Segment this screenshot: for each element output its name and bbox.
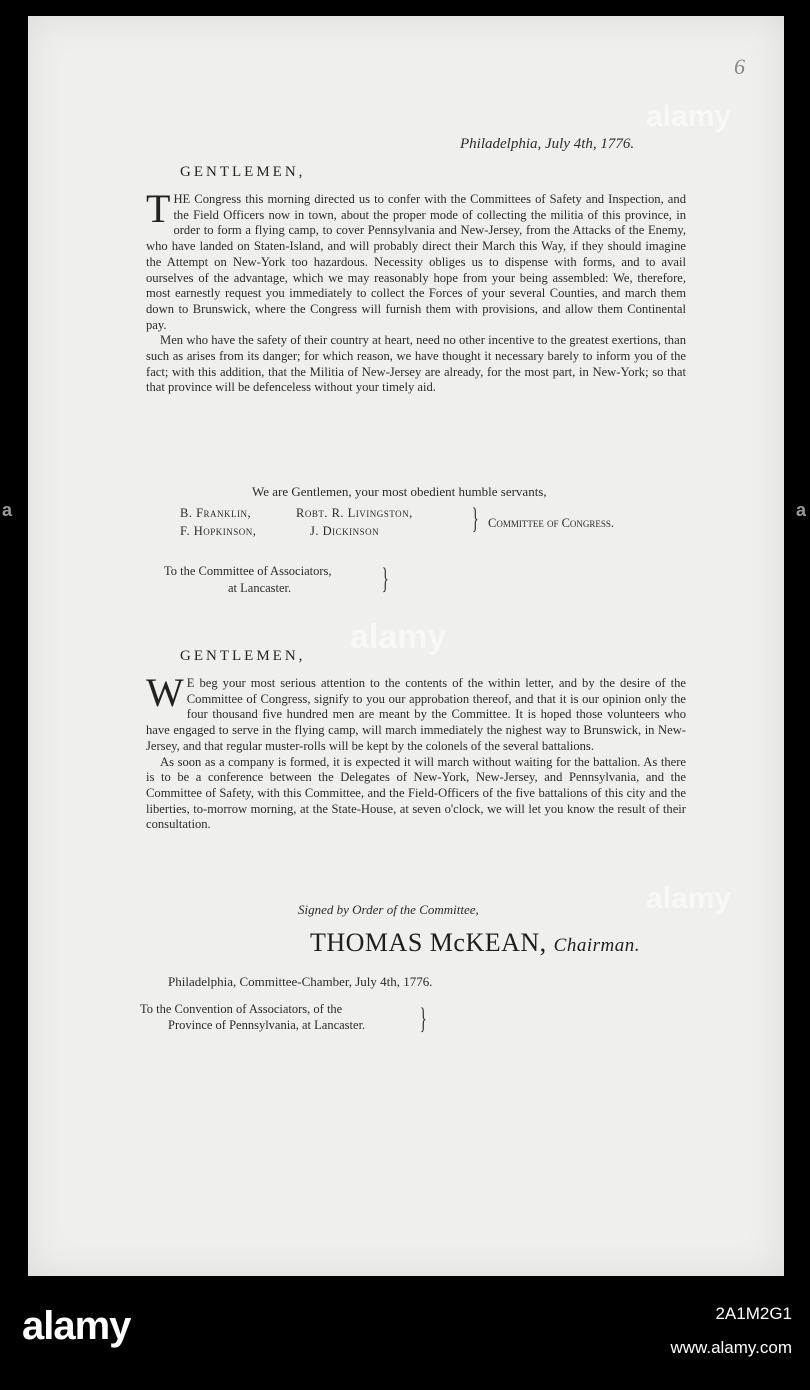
signatory-hopkinson: F. Hopkinson, [180, 524, 257, 538]
edge-watermark-left: a [2, 500, 13, 520]
watermark-bottom-right: alamy [646, 882, 732, 915]
signatory-livingston: Robt. R. Livingston, [296, 506, 413, 520]
alamy-logo[interactable]: alamy [22, 1304, 131, 1348]
signed-by-order: Signed by Order of the Committee, [298, 902, 479, 917]
brace-icon: } [471, 502, 479, 535]
image-id: 2A1M2G1 [715, 1304, 792, 1323]
brace-icon: } [381, 562, 389, 595]
footer-bar [0, 1282, 810, 1390]
letter2-addressee-line2: Province of Pennsylvania, at Lancaster. [168, 1018, 366, 1032]
letter1-addressee-line2: at Lancaster. [228, 581, 292, 595]
letter1-paragraph-1: HE Congress this morning directed us to confer with the Committees of Safety and Inspection, and the Field Officers now in town, about the proper mode of collecting the militia of this province, in order to form a flying camp, to cover Pennsylvania and New-Jersey, from the Attacks of the Enemy, who have landed on Staten-Island, and will probably direct their March this Way, if they should imagine the Attempt on New-York too hazardous. Necessity obliges us to dispense with forms, and to avail ourselves of the advantage, which we may reasonably hope from your being assembled: We, therefore, most earnestly request you immediately to collect the Forces of your several Counties, and march them down to Brunswick, where the Congress will furnish them with provisions, and allow them Continental pay. [146, 192, 686, 332]
letter2-paragraph-2: As soon as a company is formed, it is expected it will march without waiting for the battalion. As there is to be a conference between the Delegates of New-York, New-Jersey, and Pennsylvania, and the Committee of Safety, with this Committee, and the Field-Officers of the five battalions of this city and the liberties, to-morrow morning, at the State-House, at seven o'clock, we will let you know the result of their consultation. [146, 754, 686, 832]
letter2-dropcap: W [146, 670, 184, 715]
letter2-body [146, 670, 686, 833]
letter1-paragraph-2: Men who have the safety of their country at heart, need no other incentive to the greatest exertions, than such as arises from its danger; for which reason, we have thought it necessary barely to inform you of the fact; with this addition, that the Militia of New-Jersey are already, for the most part, in New-York; so that that province will be defenceless without your timely aid. [146, 333, 686, 395]
letter1-closing: We are Gentlemen, your most obedient humble servants, [252, 484, 547, 499]
letter1-salutation: GENTLEMEN, [180, 164, 306, 180]
place-date: Philadelphia, Committee-Chamber, July 4th, 1776. [168, 974, 433, 989]
letter2-addressee-line1: To the Convention of Associators, of the [140, 1002, 343, 1016]
letter2-paragraph-1: E beg your most serious attention to the contents of the within letter, and by the desire of the Committee of Congress, signify to you our approbation thereof, and that it is our opinion only the four thousand five hundred men are meant by the Committee. It is hoped those volunteers who have engaged to serve in the flying camp, will march immediately the nighest way to Brunswick, in New-Jersey, and that regular muster-rolls will be kept by the colonels of the several battalions. [146, 676, 686, 753]
watermark-center: alamy [350, 618, 447, 656]
site-url[interactable]: www.alamy.com [670, 1338, 792, 1357]
signatory-dickinson: J. Dickinson [310, 524, 380, 538]
brace-icon: } [419, 1002, 427, 1035]
letter1-addressee-line1: To the Committee of Associators, [164, 564, 332, 578]
dateline: Philadelphia, July 4th, 1776. [460, 136, 635, 152]
letter1-body [146, 186, 686, 396]
signer-name [310, 928, 640, 958]
document-page [28, 16, 784, 1276]
letter2-salutation: GENTLEMEN, [180, 648, 306, 664]
committee-of-congress: Committee of Congress. [488, 516, 615, 530]
signer-name-text: THOMAS McKEAN, [310, 928, 547, 957]
watermark-top-right: alamy [646, 100, 732, 133]
signatory-franklin: B. Franklin, [180, 506, 252, 520]
page-number: 6 [734, 54, 745, 79]
letter1-dropcap: T [146, 186, 171, 231]
signer-title: Chairman. [553, 935, 640, 956]
edge-watermark-right: a [796, 500, 807, 520]
